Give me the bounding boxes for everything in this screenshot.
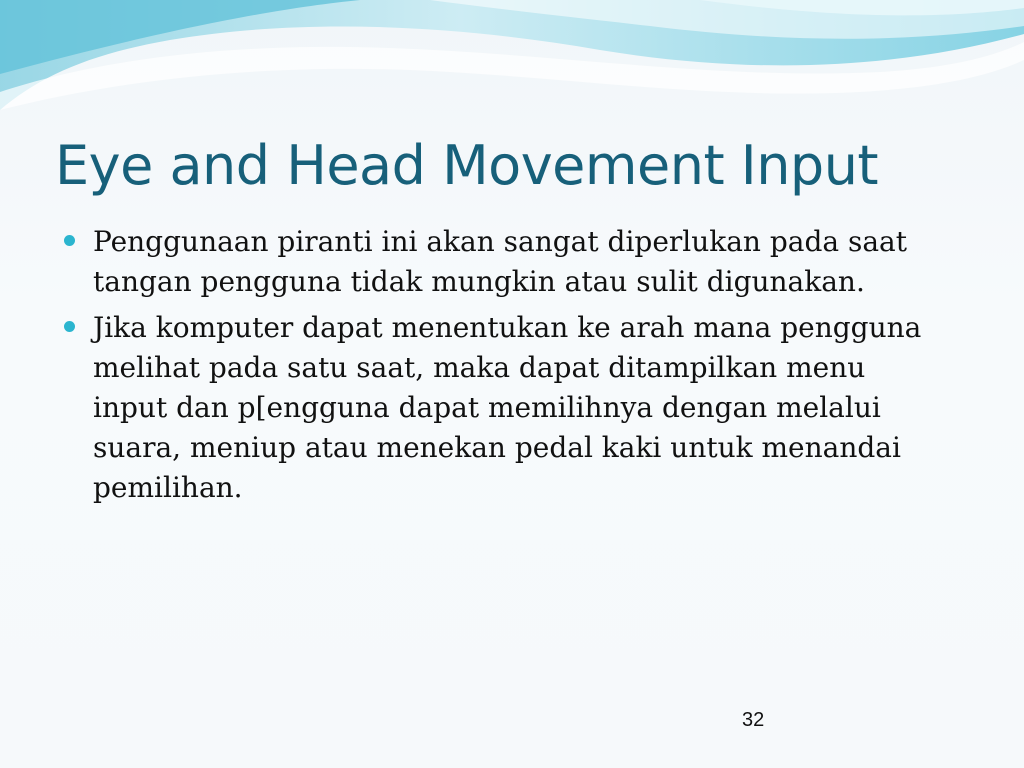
bullet-list (64, 222, 944, 514)
page-title: Eye and Head Movement Input (55, 134, 879, 197)
bullet-item (64, 308, 944, 508)
bullet-text: Penggunaan piranti ini akan sangat diperlukan pada saat tangan pengguna tidak mungkin atau sulit digunakan. (93, 225, 907, 298)
bullet-text: Jika komputer dapat menentukan ke arah mana pengguna melihat pada satu saat, maka dapat ditampilkan menu input dan p[engguna dapat memilihnya dengan melalui suara, meniup atau menekan pedal kaki untuk menandai pemilihan. (93, 311, 922, 504)
decorative-wave-header (0, 0, 1024, 120)
bullet-item (64, 222, 944, 302)
page-number: 32 (742, 709, 765, 731)
bullet-dot-icon (64, 235, 75, 246)
bullet-dot-icon (64, 321, 75, 332)
